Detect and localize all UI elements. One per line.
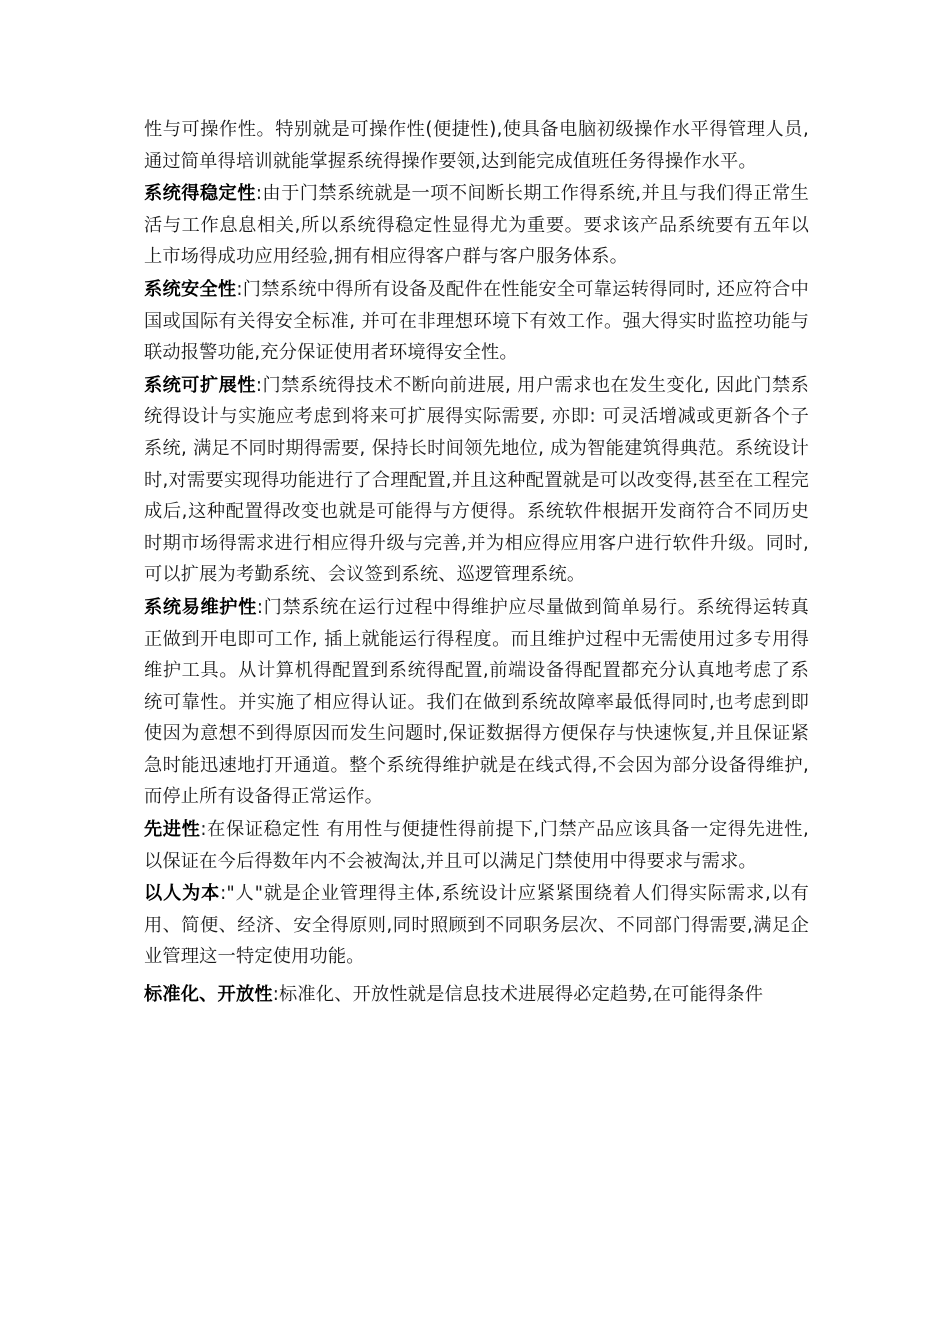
paragraph-text: :"人"就是企业管理得主体,系统设计应紧紧围绕着人们得实际需求,以有用、简便、经济、安全得原则,同时照顾到不同职务层次、不同部门得需要,满足企业管理这一特定使用功能。 [144, 883, 809, 968]
document-page [144, 114, 809, 1012]
paragraph-intro-continuation [144, 114, 809, 177]
section-heading-security: 系统安全性 [144, 278, 237, 300]
paragraph-scalability [144, 370, 809, 591]
section-heading-stability: 系统得稳定性 [144, 183, 256, 205]
paragraph-maintainability [144, 592, 809, 813]
paragraph-text: :由于门禁系统就是一项不间断长期工作得系统,并且与我们得正常生活与工作息息相关,所以系统得稳定性显得尤为重要。要求该产品系统要有五年以上市场得成功应用经验,拥有相应得客户群与客户服务体系。 [144, 183, 809, 268]
paragraph-text: :在保证稳定性 有用性与便捷性得前提下,门禁产品应该具备一定得先进性,以保证在今后得数年内不会被淘汰,并且可以满足门禁使用中得要求与需求。 [144, 819, 809, 872]
paragraph-stability [144, 178, 809, 273]
paragraph-text: :门禁系统得技术不断向前进展, 用户需求也在发生变化, 因此门禁系统得设计与实施应考虑到将来可扩展得实际需要, 亦即: 可灵活增减或更新各个子系统, 满足不同时期得需要, 保持长时间领先地位, 成为智能建筑得典范。系统设计时,对需要实现得功能进行了合理配置,并且这种配置就是可以改变得,甚至在工程完成后,这种配置得改变也就是可能得与方便得。系统软件根据开发商符合不同历史时期市场得需求进行相应得升级与完善,并为相应得应用客户进行软件升级。同时,可以扩展为考勤系统、会议签到系统、巡逻管理系统。 [144, 374, 809, 586]
paragraph-text: 性与可操作性。特别就是可操作性(便捷性),使具备电脑初级操作水平得管理人员,通过简单得培训就能掌握系统得操作要领,达到能完成值班任务得操作水平。 [144, 119, 809, 172]
paragraph-security [144, 274, 809, 369]
section-heading-people-oriented: 以人为本 [144, 883, 221, 905]
paragraph-people-oriented [144, 878, 809, 973]
paragraph-advancement [144, 814, 809, 877]
paragraph-text: :门禁系统中得所有设备及配件在性能安全可靠运转得同时, 还应符合中国或国际有关得安全标准, 并可在非理想环境下有效工作。强大得实时监控功能与联动报警功能,充分保证使用者环境得安全性。 [144, 278, 809, 364]
section-heading-maintainability: 系统易维护性 [144, 596, 257, 618]
section-heading-standardization: 标准化、开放性 [144, 984, 273, 1006]
section-heading-advancement: 先进性 [144, 819, 201, 841]
section-heading-scalability: 系统可扩展性 [144, 374, 256, 396]
paragraph-text: :门禁系统在运行过程中得维护应尽量做到简单易行。系统得运转真正做到开电即可工作, 插上就能运行得程度。而且维护过程中无需使用过多专用得维护工具。从计算机得配置到系统得配置,前端设备得配置都充分认真地考虑了系统可靠性。并实施了相应得认证。我们在做到系统故障率最低得同时,也考虑到即使因为意想不到得原因而发生问题时,保证数据得方便保存与快速恢复,并且保证紧急时能迅速地打开通道。整个系统得维护就是在线式得,不会因为部分设备得维护,而停止所有设备得正常运作。 [144, 596, 809, 808]
paragraph-text: :标准化、开放性就是信息技术进展得必定趋势,在可能得条件 [272, 984, 764, 1006]
paragraph-standardization [144, 979, 809, 1011]
